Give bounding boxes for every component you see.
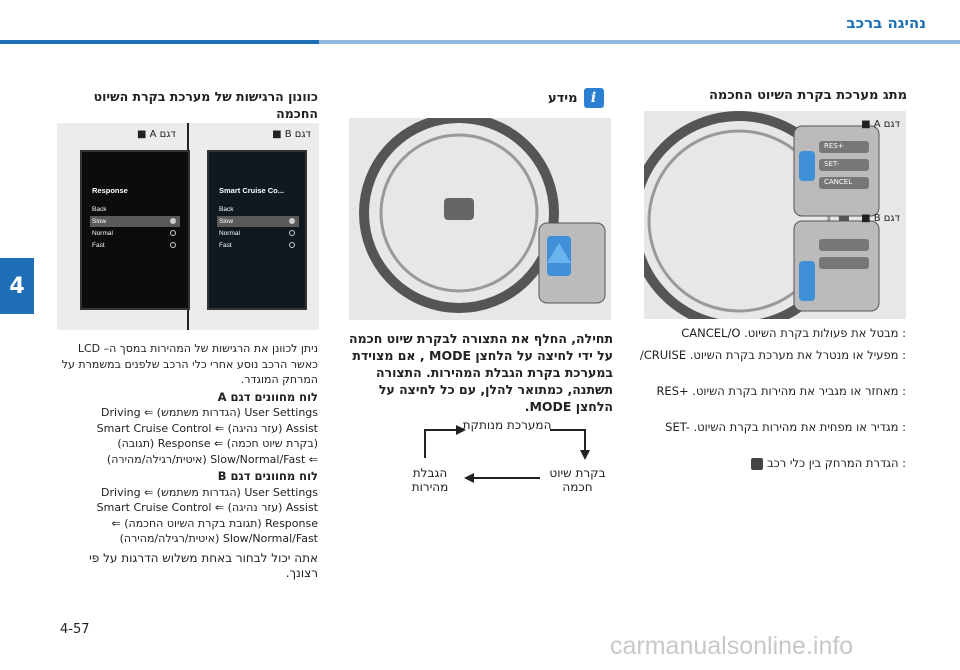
- cancel-button-label: CANCEL: [824, 178, 853, 186]
- lcd-screen-a: [80, 150, 190, 310]
- fig-label-a-left: דגם A ■: [137, 129, 176, 140]
- lcd-screen-b: [207, 150, 307, 310]
- def-set: : מגדיר או מפחית את מהירות בקרת השיוט. SET-: [665, 420, 906, 434]
- model-a-line: ⇐ Slow/Normal/Fast (איטית/רגילה/מהירה): [106, 452, 318, 466]
- chapter-tab[interactable]: 4: [0, 258, 34, 314]
- info-heading: [548, 88, 604, 108]
- def-distance: : הגדרת המרחק בין כלי רכב: [638, 456, 906, 471]
- switch-section-title: מתג מערכת בקרת השיוט החכמה: [708, 88, 907, 103]
- model-a-line: (בקרת שיוט חכמה) ⇐ Response (תגובה): [117, 437, 318, 450]
- screen-b-normal: Normal: [217, 228, 299, 239]
- watermark: carmanualsonline.info: [610, 632, 854, 660]
- model-a-line: Assist (עזר נהיגה) ⇐ Smart Cruise Control: [96, 421, 318, 435]
- diagram-off: המערכת מנותקת: [462, 418, 552, 432]
- screen-a-normal: Normal: [90, 228, 180, 239]
- screen-a-fast: Fast: [90, 240, 180, 251]
- model-a-heading: לוח מחוונים דגם A: [217, 389, 318, 404]
- res-button-label: RES+: [824, 142, 844, 150]
- info-paragraph: תחילה, החלף את התצורה לבקרת שיוט חכמה על ידי לחיצה על הלחצן MODE , אם מצוידת במערכת בקרת הגבלת המהירות. התצורה תשתנה, כמתואר להלן, עם כל לחיצה על הלחצן MODE.: [348, 331, 613, 414]
- model-a-line: User Settings (הגדרות משתמש) ⇐ Driving: [101, 406, 318, 419]
- def-cruise: : מפעיל או מנטרל את מערכת בקרת השיוט. /CRUISE: [639, 348, 906, 362]
- def-cancel: : מבטל את פעולות בקרת השיוט. CANCEL/O: [681, 326, 906, 340]
- section-header: נהיגה ברכב: [846, 14, 926, 32]
- sensitivity-intro: ניתן לכוונן את הרגישות של המהירות במסך ה– LCD כאשר הרכב נוסע אחרי כלי הרכב שלפנים במשמרת על המרחק המוגדר.: [61, 342, 318, 386]
- screen-a-slow: Slow: [90, 216, 180, 227]
- model-b-line: Assist (עזר נהיגה) ⇐ Smart Cruise Control: [96, 501, 318, 514]
- mode-cycle-diagram: [400, 418, 615, 508]
- sensitivity-body: [56, 341, 318, 582]
- model-b-line: User Settings (הגדרות משתמש) ⇐ Driving: [101, 485, 318, 499]
- fig-label-a: דגם A ■: [861, 119, 900, 130]
- diagram-speed-limit: הגבלת מהירות: [411, 466, 449, 494]
- header-rule-dark: [0, 40, 319, 44]
- model-b-line: Response (תגובת בקרת השיוט החכמה) ⇐: [111, 516, 318, 530]
- header-rule-light: [319, 40, 960, 44]
- sensitivity-title: כוונון הרגישות של מערכת בקרת השיוט החכמה: [93, 89, 318, 121]
- steering-switch-figure: [644, 111, 906, 319]
- screen-b-back: Back: [219, 206, 234, 213]
- page-number: 4-57: [60, 622, 90, 637]
- set-button-label: SET-: [824, 160, 840, 168]
- fig-label-b-left: דגם B ■: [272, 129, 311, 140]
- diagram-smart-cruise: בקרת שיוט חכמה: [549, 466, 606, 494]
- screen-a-title: Response: [92, 186, 128, 195]
- screen-a-back: Back: [92, 206, 107, 213]
- distance-icon: [751, 458, 763, 470]
- sensitivity-closing: אתה יכול לבחור באחת משלוש הדרגות על פי רצונך.: [89, 550, 318, 580]
- def-res: : מאחזר או מגביר את מהירות בקרת השיוט. RES+: [656, 384, 906, 398]
- screen-b-fast: Fast: [217, 240, 299, 251]
- info-icon: i: [584, 88, 604, 108]
- mode-button-figure: [349, 118, 611, 320]
- fig-label-b: דגם B ■: [861, 213, 900, 224]
- screen-b-title: Smart Cruise Co...: [219, 186, 285, 195]
- model-b-line: Slow/Normal/Fast (איטית/רגילה/מהירה): [119, 532, 318, 545]
- screen-b-slow: Slow: [217, 216, 299, 227]
- info-title: מידע: [548, 90, 578, 106]
- model-b-heading: לוח מחוונים דגם B: [217, 469, 318, 483]
